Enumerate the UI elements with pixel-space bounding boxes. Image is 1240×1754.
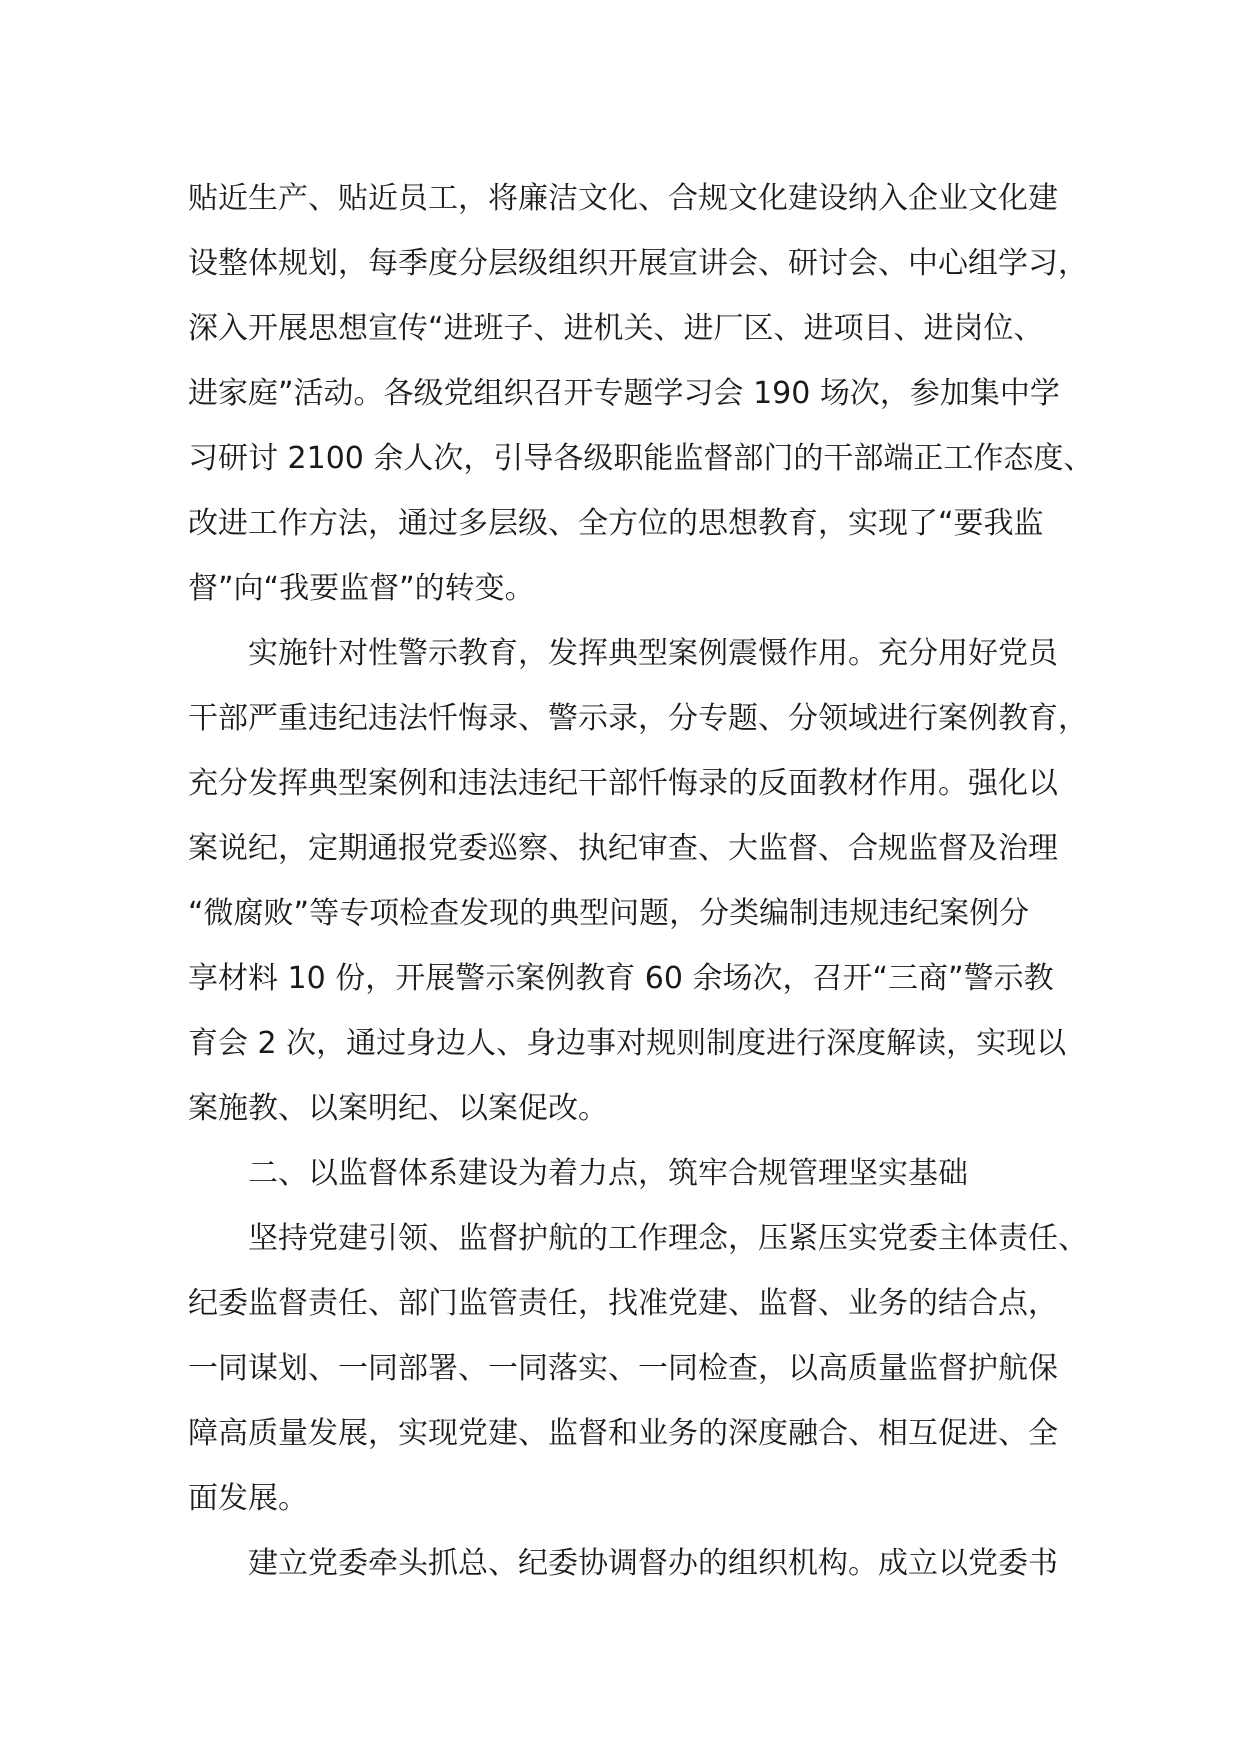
text-line: 面发展。 bbox=[188, 1481, 308, 1516]
text-line: 习研讨 2100 余人次，引导各级职能监督部门的干部端正工作态度、 bbox=[188, 441, 1094, 476]
text-line: 设整体规划，每季度分层级组织开展宣讲会、研讨会、中心组学习， bbox=[188, 246, 1088, 281]
paragraph-first-line: 实施针对性警示教育，发挥典型案例震慑作用。充分用好党员 bbox=[248, 636, 1058, 671]
text-line: 育会 2 次，通过身边人、身边事对规则制度进行深度解读，实现以 bbox=[188, 1026, 1067, 1061]
text-line: 干部严重违纪违法忏悔录、警示录，分专题、分领域进行案例教育， bbox=[188, 701, 1088, 736]
text-line: 障高质量发展，实现党建、监督和业务的深度融合、相互促进、全 bbox=[188, 1416, 1058, 1451]
text-line: 改进工作方法，通过多层级、全方位的思想教育，实现了“要我监 bbox=[188, 506, 1044, 541]
text-line: 督”向“我要监督”的转变。 bbox=[188, 571, 535, 606]
text-line: 享材料 10 份，开展警示案例教育 60 余场次，召开“三商”警示教 bbox=[188, 961, 1054, 996]
document-body bbox=[188, 166, 1094, 1596]
paragraph-first-line: 坚持党建引领、监督护航的工作理念，压紧压实党委主体责任、 bbox=[248, 1221, 1088, 1256]
paragraph-first-line: 建立党委牵头抓总、纪委协调督办的组织机构。成立以党委书 bbox=[248, 1546, 1058, 1581]
text-line: 纪委监督责任、部门监管责任，找准党建、监督、业务的结合点， bbox=[188, 1286, 1058, 1321]
text-line: 进家庭”活动。各级党组织召开专题学习会 190 场次，参加集中学 bbox=[188, 376, 1060, 411]
text-line: 一同谋划、一同部署、一同落实、一同检查，以高质量监督护航保 bbox=[188, 1351, 1058, 1386]
text-line: 案说纪，定期通报党委巡察、执纪审查、大监督、合规监督及治理 bbox=[188, 831, 1058, 866]
section-heading: 二、以监督体系建设为着力点，筑牢合规管理坚实基础 bbox=[248, 1156, 968, 1191]
text-line: “微腐败”等专项检查发现的典型问题，分类编制违规违纪案例分 bbox=[188, 896, 1030, 931]
text-line: 深入开展思想宣传“进班子、进机关、进厂区、进项目、进岗位、 bbox=[188, 311, 1044, 346]
text-line: 案施教、以案明纪、以案促改。 bbox=[188, 1091, 608, 1126]
text-line: 贴近生产、贴近员工，将廉洁文化、合规文化建设纳入企业文化建 bbox=[188, 181, 1058, 216]
text-line: 充分发挥典型案例和违法违纪干部忏悔录的反面教材作用。强化以 bbox=[188, 766, 1058, 801]
